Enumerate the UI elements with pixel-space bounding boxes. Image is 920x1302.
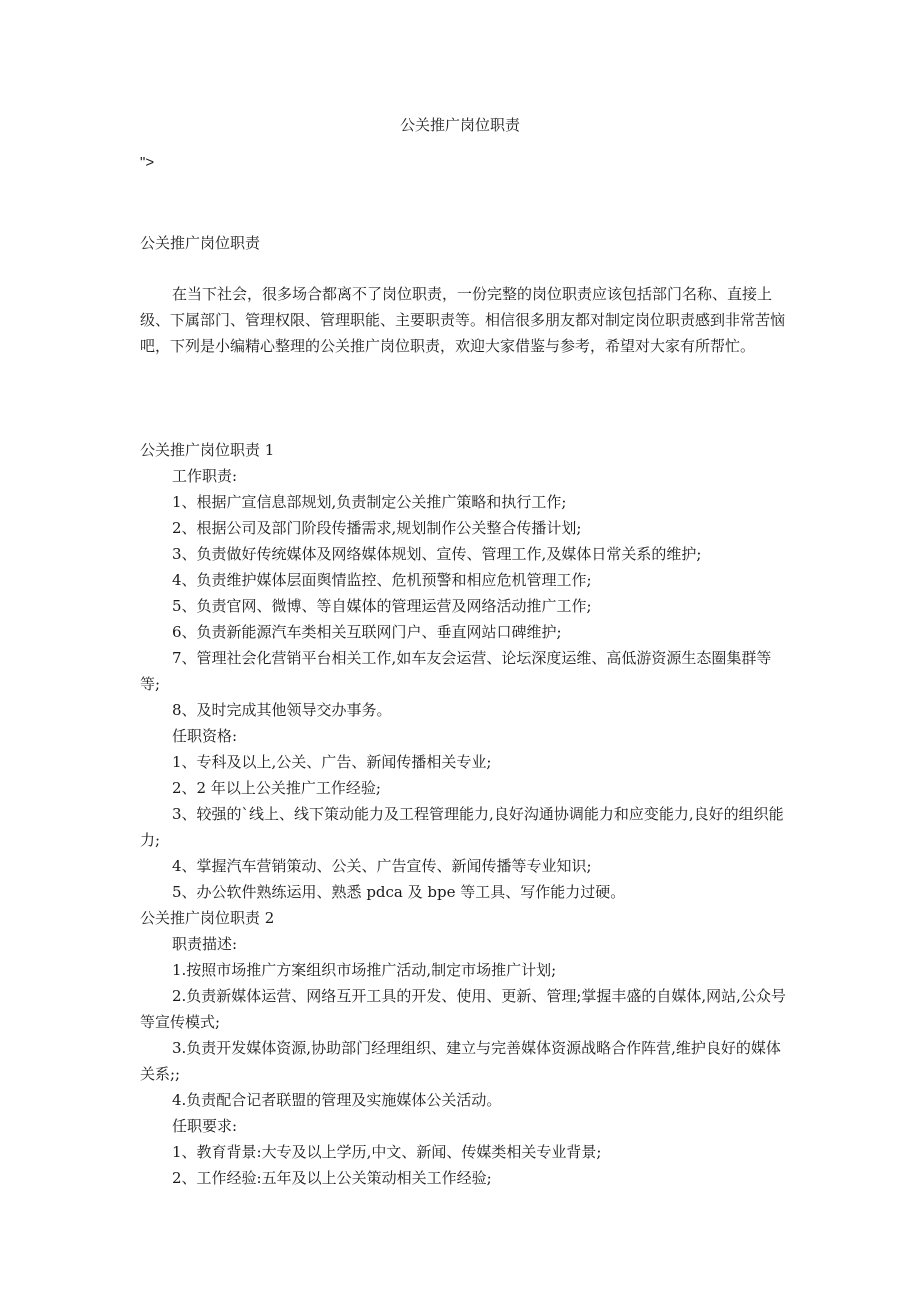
list-item: 6、负责新能源汽车类相关互联网门户、垂直网站口碑维护; (172, 623, 562, 641)
list-item: 5、办公软件熟练运用、熟悉 pdca 及 bpe 等工具、写作能力过硬。 (172, 883, 626, 901)
section2-requirements-label: 任职要求: (172, 1117, 238, 1135)
list-item: 4、掌握汽车营销策动、公关、广告宣传、新闻传播等专业知识; (172, 857, 592, 875)
list-item: 3.负责开发媒体资源,协助部门经理组织、建立与完善媒体资源战略合作阵营,维护良好的媒体关系;; (140, 1039, 781, 1083)
list-item: 3、较强的`线上、线下策动能力及工程管理能力,良好沟通协调能力和应变能力,良好的组织能力; (140, 805, 784, 849)
section1-duties-label: 工作职责: (172, 467, 238, 485)
list-item: 2、工作经验:五年及以上公关策动相关工作经验; (172, 1169, 492, 1187)
list-item: 4.负责配合记者联盟的管理及实施媒体公关活动。 (172, 1091, 502, 1109)
list-item: 8、及时完成其他领导交办事务。 (172, 701, 392, 719)
list-item: 1.按照市场推广方案组织市场推广活动,制定市场推广计划; (172, 961, 557, 979)
list-item: 2、2 年以上公关推广工作经验; (172, 779, 381, 797)
stray-markup-text: "> (140, 154, 155, 171)
list-item: 1、教育背景:大专及以上学历,中文、新闻、传媒类相关专业背景; (172, 1143, 602, 1161)
article-title: 公关推广岗位职责 (140, 234, 261, 252)
list-item: 1、专科及以上,公关、广告、新闻传播相关专业; (172, 753, 492, 771)
section1-heading: 公关推广岗位职责 1 (140, 441, 275, 459)
document-title: 公关推广岗位职责 (399, 116, 520, 134)
list-item: 1、根据广宣信息部规划,负责制定公关推广策略和执行工作; (172, 493, 567, 511)
section2-heading: 公关推广岗位职责 2 (140, 909, 275, 927)
list-item: 3、负责做好传统媒体及网络媒体规划、宣传、管理工作,及媒体日常关系的维护; (172, 545, 702, 563)
list-item: 7、管理社会化营销平台相关工作,如车友会运营、论坛深度运维、高低游资源生态圈集群等等; (140, 649, 772, 693)
section2-duties-label: 职责描述: (172, 935, 238, 953)
intro-paragraph: 在当下社会，很多场合都离不了岗位职责，一份完整的岗位职责应该包括部门名称、直接上级、下属部门、管理权限、管理职能、主要职责等。相信很多朋友都对制定岗位职责感到非常苦恼吧，下列是小编精心整理的公关推广岗位职责，欢迎大家借鉴与参考，希望对大家有所帮忙。 (140, 285, 786, 355)
list-item: 2.负责新媒体运营、网络互开工具的开发、使用、更新、管理;掌握丰盛的自媒体,网站,公众号等宣传模式; (140, 987, 786, 1031)
section1-qualifications-label: 任职资格: (172, 727, 238, 745)
list-item: 2、根据公司及部门阶段传播需求,规划制作公关整合传播计划; (172, 519, 582, 537)
list-item: 4、负责维护媒体层面舆情监控、危机预警和相应危机管理工作; (172, 571, 592, 589)
list-item: 5、负责官网、微博、等自媒体的管理运营及网络活动推广工作; (172, 597, 592, 615)
article-body (140, 437, 786, 1191)
